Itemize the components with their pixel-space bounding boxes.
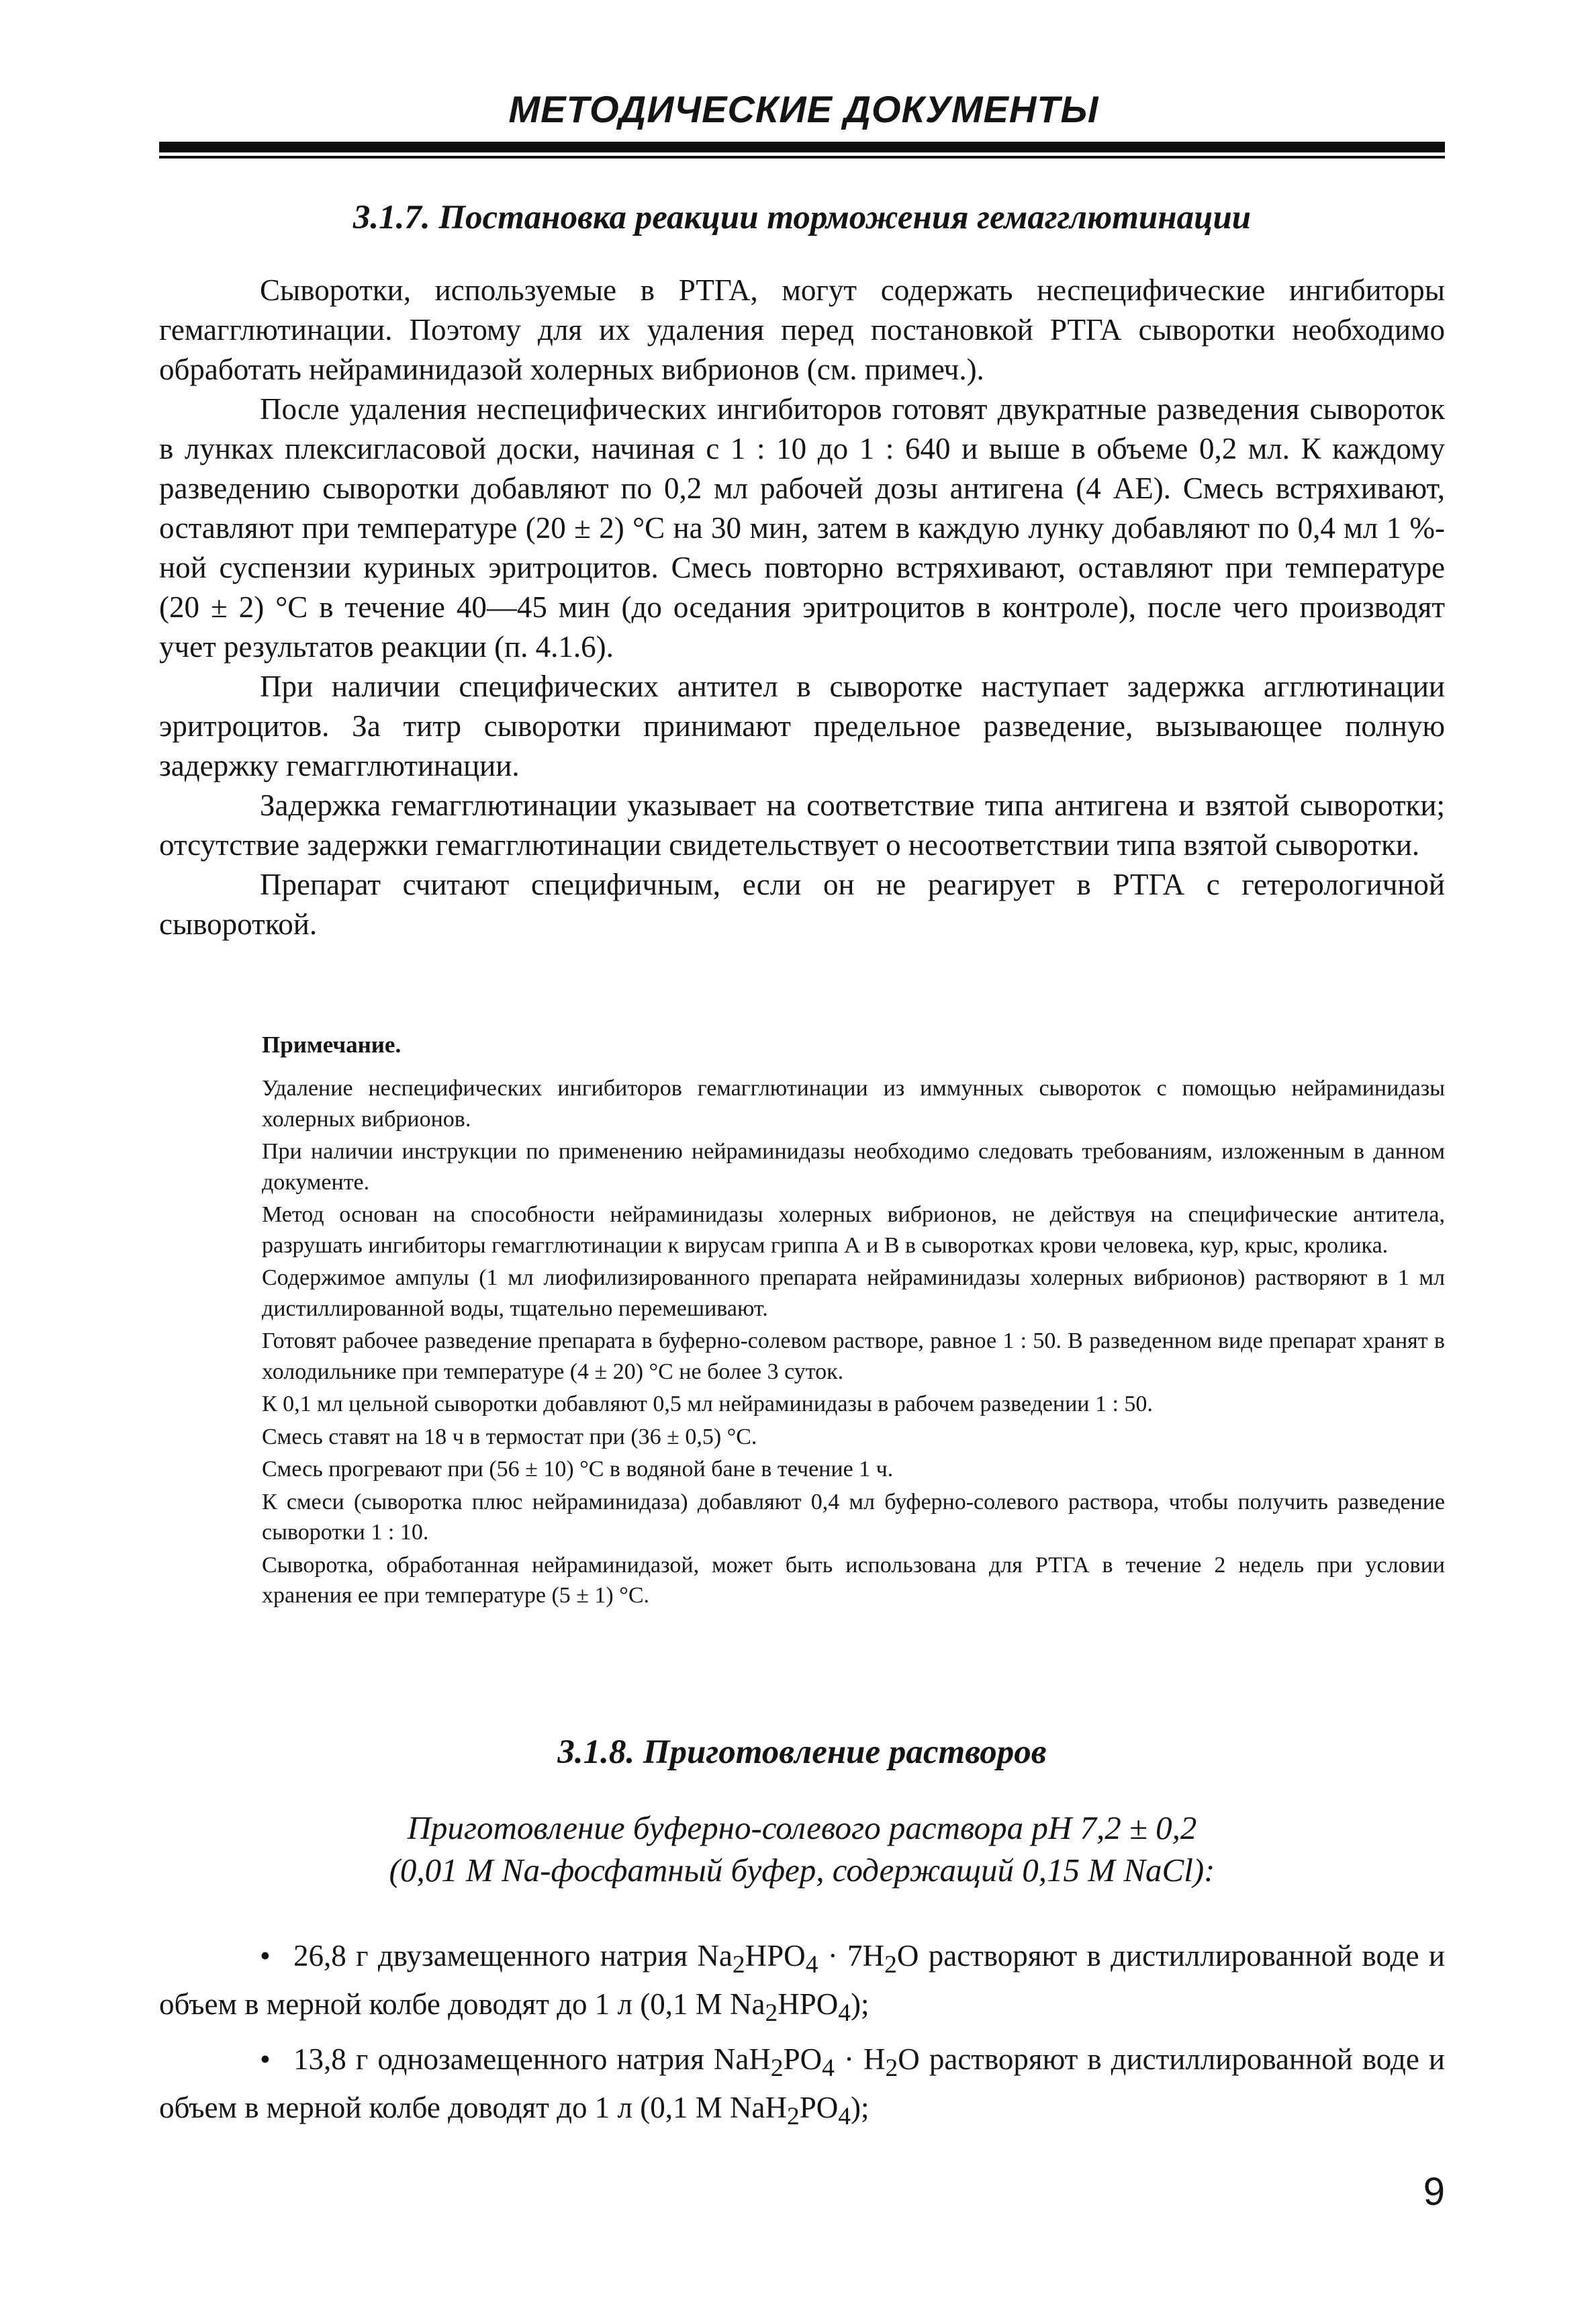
list-item: • 26,8 г двузамещенного натрия $Na_2HPO_4 \cdot 7H_2O$ растворяют в дистиллированной воде и объем в мерной колбе доводят до 1 л (0,1 M $Na_2HPO_4$);	[159, 1936, 1445, 2033]
running-header-title: МЕТОДИЧЕСКИЕ ДОКУМЕНТЫ	[508, 88, 1099, 130]
note-paragraph: Метод основан на способности нейраминидазы холерных вибрионов, не действуя на специфические антитела, разрушать ингибиторы гемагглютинации к вирусам гриппа А и В в сыворотках крови человека, кур, крыс, кролика.	[262, 1202, 1445, 1258]
body-paragraph: Задержка гемагглютинации указывает на соответствие типа антигена и взятой сыворотки; отсутствие задержки гемагглютинации свидетельствует о несоответствии типа взятой сыворотки.	[159, 788, 1445, 862]
buffer-solution-subtitle	[159, 1807, 1445, 1891]
note-paragraph: К смеси (сыворотка плюс нейраминидаза) добавляют 0,4 мл буферно-солевого раствора, чтобы получить разведение сыворотки 1 : 10.	[262, 1489, 1445, 1545]
header-rule-thin	[159, 156, 1445, 158]
subtitle-line: (0,01 М Na-фосфатный буфер, содержащий 0,15 М NaCl):	[389, 1852, 1215, 1889]
section-3-1-8-title: 3.1.8. Приготовление растворов	[557, 1733, 1047, 1771]
header-rule	[159, 142, 1445, 152]
section-3-1-7-body	[159, 271, 1445, 944]
note-paragraph: При наличии инструкции по применению нейраминидазы необходимо следовать требованиям, изложенным в данном документе.	[262, 1139, 1445, 1195]
note-paragraph: Смесь ставят на 18 ч в термостат при (36 ± 0,5) °С.	[262, 1424, 757, 1449]
bullet-icon: •	[260, 1939, 271, 1973]
note-paragraph: Смесь прогревают при (56 ± 10) °С в водяной бане в течение 1 ч.	[262, 1457, 894, 1482]
note-paragraph: Удаление неспецифических ингибиторов гемагглютинации из иммунных сывороток с помощью нейраминидазы холерных вибрионов.	[262, 1076, 1445, 1132]
bullet-icon: •	[260, 2042, 271, 2076]
body-paragraph: При наличии специфических антител в сыворотке наступает задержка агглютинации эритроцитов. За титр сыворотки принимают предельное разведение, вызывающее полную задержку гемагглютинации.	[159, 670, 1445, 782]
subtitle-line: Приготовление буферно-солевого раствора рН 7,2 ± 0,2	[407, 1809, 1197, 1846]
reagent-list	[159, 1936, 1445, 2143]
note-paragraph: К 0,1 мл цельной сыворотки добавляют 0,5 мл нейраминидазы в рабочем разведении 1 : 50.	[262, 1392, 1153, 1416]
list-item: • 13,8 г однозамещенного натрия $NaH_2PO_4 \cdot H_2O$ растворяют в дистиллированной воде и объем в мерной колбе доводят до 1 л (0,1 M $NaH_2PO_4$);	[159, 2040, 1445, 2136]
page-number: 9	[1423, 2170, 1445, 2214]
note-paragraph: Сыворотка, обработанная нейраминидазой, может быть использована для РТГА в течение 2 недель при условии хранения ее при температуре (5 ± 1) °С.	[262, 1552, 1445, 1608]
note-heading: Примечание.	[262, 1032, 402, 1058]
note-body	[262, 1073, 1445, 1613]
body-paragraph: Сыворотки, используемые в РТГА, могут содержать неспецифические ингибиторы гемагглютинации. Поэтому для их удаления перед постановкой РТГА сыворотки необходимо обработать нейраминидазой холерных вибрионов (см. примеч.).	[159, 273, 1445, 386]
body-paragraph: После удаления неспецифических ингибиторов готовят двукратные разведения сывороток в лунках плексигласовой доски, начиная с 1 : 10 до 1 : 640 и выше в объеме 0,2 мл. К каждому разведению сыворотки добавляют по 0,2 мл рабочей дозы антигена (4 АЕ). Смесь встряхивают, оставляют при температуре (20 ± 2) °С на 30 мин, затем в каждую лунку добавляют по 0,4 мл 1 %-ной суспензии куриных эритроцитов. Смесь повторно встряхивают, оставляют при температуре (20 ± 2) °С в течение 40—45 мин (до оседания эритроцитов в контроле), после чего производят учет результатов реакции (п. 4.1.6).	[159, 392, 1445, 664]
note-paragraph: Готовят рабочее разведение препарата в буферно-солевом растворе, равное 1 : 50. В разведенном виде препарат хранят в холодильнике при температуре (4 ± 20) °С не более 3 суток.	[262, 1328, 1445, 1384]
section-3-1-7-title: 3.1.7. Постановка реакции торможения гемагглютинации	[353, 199, 1252, 236]
note-paragraph: Содержимое ампулы (1 мл лиофилизированного препарата нейраминидазы холерных вибрионов) растворяют в 1 мл дистиллированной воды, тщательно перемешивают.	[262, 1265, 1445, 1321]
body-paragraph: Препарат считают специфичным, если он не реагирует в РТГА с гетерологичной сывороткой.	[159, 868, 1445, 941]
